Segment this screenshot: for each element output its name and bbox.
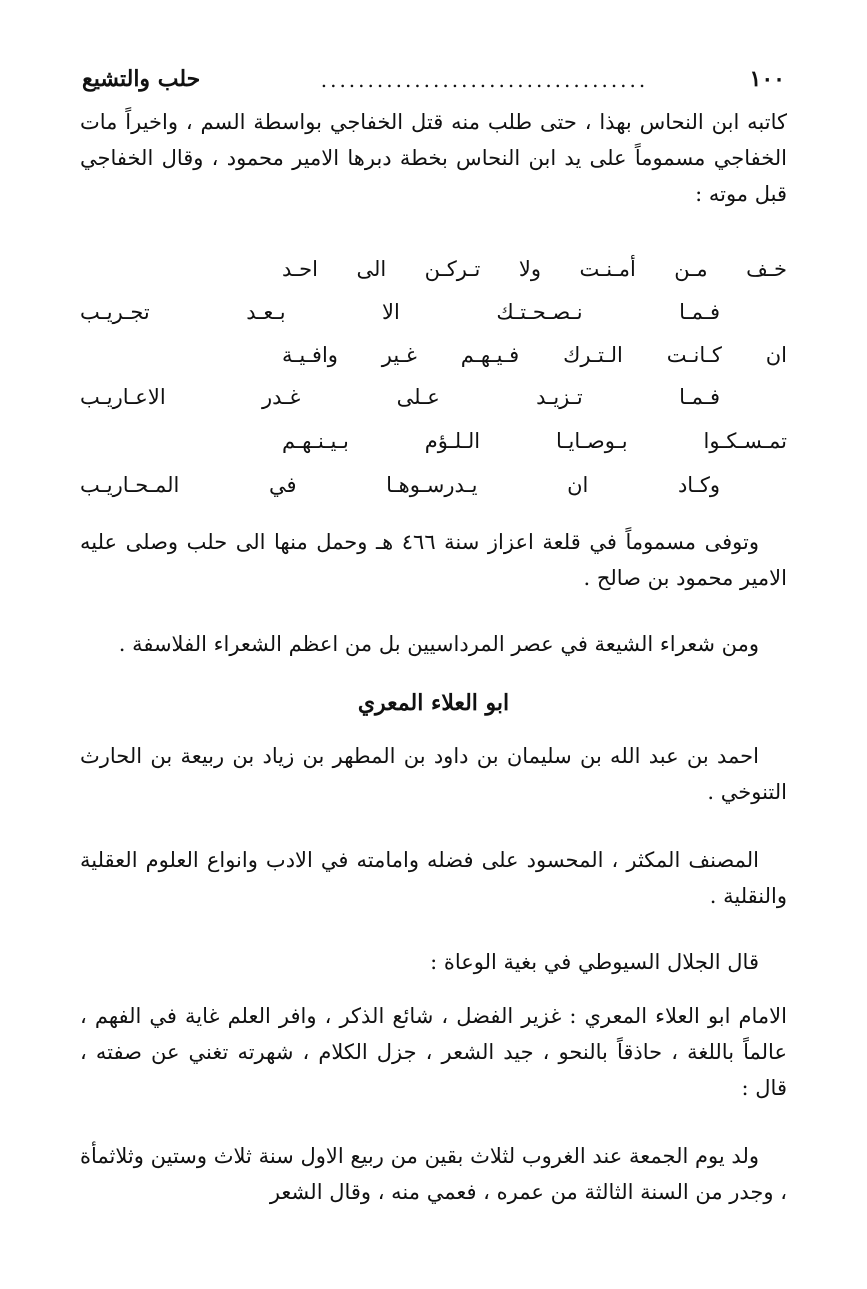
quote-intro: قال الجلال السيوطي في بغية الوعاة :	[430, 950, 759, 974]
poem-verse-1: خـف مـن أمـنـت ولا تـركـن الى احـد	[282, 257, 787, 281]
section-heading: ابو العلاء المعري	[357, 690, 510, 716]
intro-paragraph: كاتبه ابن النحاس بهذا ، حتى طلب منه قتل الخفاجي بواسطة السم ، واخيراً مات الخفاجي مسموماً على يد ابن النحاس بخطة دبرها الامير محمود ، وقال الخفاجي قبل موته :	[80, 110, 787, 206]
poem-verse-2: فـمـا نـصـحـتـك الا بـعـد تجـريـب	[80, 300, 720, 324]
page-number: ١٠٠	[749, 66, 785, 92]
lineage-paragraph: احمد بن عبد الله بن سليمان بن داود بن المطهر بن زياد بن ربيعة بن الحارث التنوخي .	[80, 744, 787, 804]
page-header	[82, 66, 785, 96]
poets-paragraph: ومن شعراء الشيعة في عصر المرداسيين بل من اعظم الشعراء الفلاسفة .	[118, 632, 759, 656]
poem-verse-3: ان كـانـت الـتـرك فـيـهـم غـير وافـيـة	[282, 343, 787, 367]
author-paragraph: المصنف المكثر ، المحسود على فضله وامامته في الادب وانواع العلوم العقلية والنقلية .	[80, 848, 787, 908]
poem-verse-4: فـمـا تـزيـد عـلى غـدر الاعـاريـب	[80, 385, 720, 409]
birth-paragraph: ولد يوم الجمعة عند الغروب لثلاث بقين من ربيع الاول سنة ثلاث وستين وثلاثمأة ، وجدر من السنة الثالثة من عمره ، فعمي منه ، وقال الشعر	[80, 1144, 787, 1204]
poem-verse-5: تمـسـكـوا بـوصـايـا الـلـؤم بـيـنـهـم	[282, 429, 787, 453]
header-dot-leader: ...................................	[320, 68, 649, 92]
death-paragraph: وتوفى مسموماً في قلعة اعزاز سنة ٤٦٦ هـ وحمل منها الى حلب وصلى عليه الامير محمود بن صالح .	[80, 530, 787, 590]
running-title: حلب والتشيع	[82, 66, 201, 92]
poem-verse-6: وكـاد ان يـدرسـوهـا في المـحـاريـب	[80, 473, 720, 497]
quote-paragraph: الامام ابو العلاء المعري : غزير الفضل ، شائع الذكر ، وافر العلم غاية في الفهم ، عالماً باللغة ، حاذقاً بالنحو ، جيد الشعر ، جزل الكلام ، شهرته تغني عن صفته ، قال :	[80, 1004, 787, 1100]
